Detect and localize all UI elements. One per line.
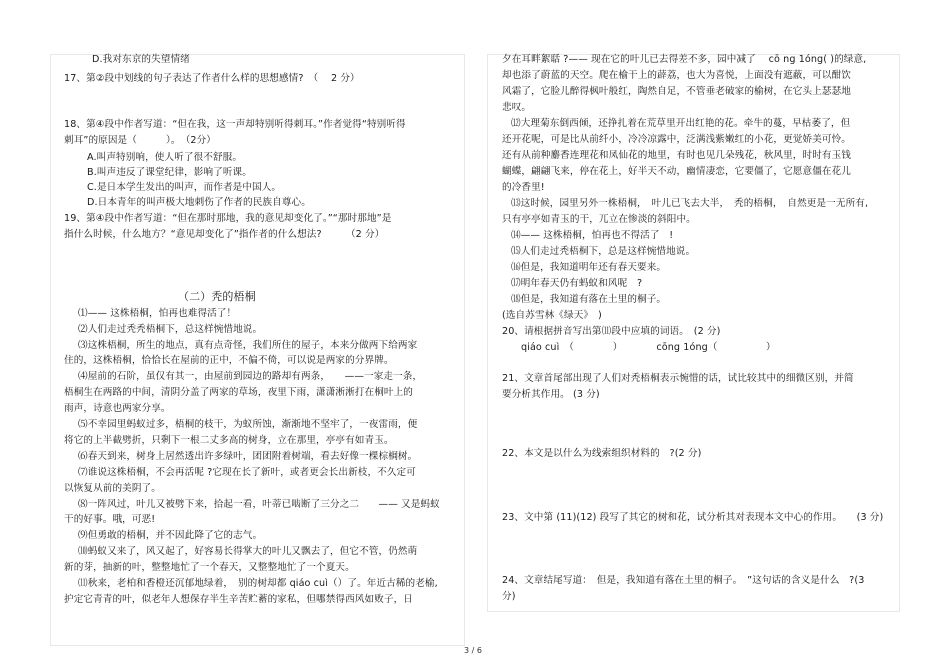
paragraph-line: 风霜了，它脸儿醉得枫叶般红，陶然自足，不管垂老破家的榆树，在它头上瑟瑟地 — [502, 86, 851, 97]
paragraph-line: ⑺谁说这株梧桐，不会再活呢 ?它现在长了新叶，或者更会长出新枝，不久定可 — [78, 467, 416, 478]
paragraph-line: ⑷屋前的石阶，虽仅有其一，由屋前到园边的路却有两条， ——一家走一条， — [78, 371, 423, 382]
paragraph-line: 干的好事。哦，可恶! — [64, 514, 156, 525]
question-19-line1: 19、第④段中作者写道：“但在那时那地，我的意见却变化了。”“那时那地”是 — [64, 213, 392, 224]
option-a: A.叫声特别响，使人听了很不舒服。 — [87, 152, 243, 163]
paragraph-line: ⑿大理菊东倒西倾，还挣扎着在荒草里开出红艳的花。牵牛的蔓，早枯萎了，但 — [511, 118, 851, 129]
paragraph-line: ⑴—— 这株梧桐，怕再也难得活了！ — [78, 308, 237, 319]
paragraph-line: 只有亭亭如青玉的干，兀立在惨淡的斜阳中。 — [502, 214, 696, 225]
paragraph-line: 以恢复从前的美阴了。 — [64, 483, 161, 494]
paragraph-line: ⑽蚂蚁又来了，风又起了，好容易长得掌大的叶儿又飘去了，但它不管，仍然萌 — [78, 546, 418, 557]
question-20: 20、请根据拼音写出第⑾段中应填的词语。 (2 分) — [502, 326, 721, 337]
question-23: 23、文中第 (11)(12) 段写了其它的树和花，试分析其对表现本文中心的作用。 (3 分) — [502, 512, 884, 523]
option-c: C.是日本学生发出的叫声，而作者是中国人。 — [87, 182, 282, 193]
option-d: D.日本青年的叫声极大地刺伤了作者的民族自尊心。 — [87, 197, 311, 208]
question-24-line1: 24、文章结尾写道： 但是，我知道有落在土里的桐子。 ”这句话的含义是什么 ?(3 — [502, 575, 865, 586]
paragraph-line: ⒃但是，我知道明年还有春天要来。 — [511, 262, 667, 273]
paragraph-line: 却也添了蔚蓝的天空。爬在榆干上的薜荔，也大为喜悦，上面没有遮蔽，可以酣饮 — [502, 70, 851, 81]
paragraph-line: 住的，这株梧桐，恰恰长在屋前的正中，不偏不倚，可以说是两家的分界牌。 — [64, 355, 394, 366]
paragraph-line: ⒁—— 这株梧桐，怕再也不得活了 ! — [511, 230, 674, 241]
option-b: B.叫声违反了课堂纪律，影响了听课。 — [87, 167, 252, 178]
paragraph-line: ⒂人们走过秃梧桐下，总是这样惋惜地说。 — [511, 246, 696, 257]
question-19-line2: 指什么时候，什么地方？“意见却变化了”指作者的什么想法? （2 分） — [64, 229, 385, 240]
option-d-prev: D.我对东京的失望情绪 — [92, 54, 190, 65]
paragraph-line: ⑾秋来，老柏和香橙还沉郁地绿着， 别的树却都 qiáo cuì（）了。年近古稀的老榆, — [78, 578, 438, 589]
paragraph-line: 夕在耳畔絮聒 ?—— 现在它的叶儿已去得差不多，园中减了 cō ng 1óng( )的绿意, — [502, 54, 867, 65]
paragraph-line: ⑸不幸园里蚂蚁过多，梧桐的枝干，为蚁所蚀，渐渐地不坚牢了，一夜雷雨，便 — [78, 419, 418, 430]
question-24-line2: 分) — [502, 591, 516, 602]
paragraph-line: 蝴蝶，翩翩飞来，停在花上，好半天不动，幽情凄恋，它要僵了，它愿意僵在花儿 — [502, 166, 851, 177]
page-number: 3 / 6 — [464, 646, 482, 655]
source-citation: (选自苏雪林《绿天》 ) — [502, 310, 602, 321]
question-20-blanks: qiáo cuì （ ） cōng 1óng（ ） — [521, 342, 776, 353]
paragraph-line: ⑻一阵风过，叶儿又被劈下来，拾起一看，叶蒂已啮断了三分之二 —— 又是蚂蚁 — [78, 499, 440, 510]
question-18-line2: 刺耳”的原因是（ ）。 （2分） — [64, 135, 216, 146]
question-17: 17、第②段中划线的句子表达了作者什么样的思想感情? （ 2 分） — [64, 73, 360, 84]
paragraph-line: ⑵人们走过秃秃梧桐下，总这样惋惜地说。 — [78, 324, 263, 335]
paragraph-line: 的冷香里! — [502, 182, 545, 193]
paragraph-line: ⑶这株梧桐，所生的地点，真有点奇怪，我们所住的屋子，本来分做两下给两家 — [78, 340, 418, 351]
section-title: （二）秃的梧桐 — [178, 290, 256, 303]
paragraph-line: ⒅但是，我知道有落在土里的桐子。 — [511, 294, 667, 305]
paragraph-line: ⒀这时候，园里另外一株梧桐， 叶儿已飞去大半， 秃的梧桐， 自然更是一无所有, — [511, 198, 869, 209]
question-21-line2: 要分析其作用。 (3 分) — [502, 389, 600, 400]
paragraph-line: 护定它青青的叶，似老年人想保存半生辛苦贮蓄的家私，但哪禁得西风如败子，日 — [64, 594, 413, 605]
paragraph-line: ⒄明年春天仍有蚂蚁和风呢 ? — [511, 278, 643, 289]
paragraph-line: 梧桐生在两路的中间，清阴分盖了两家的草场，夜里下雨，潇潇淅淅打在桐叶上的 — [64, 387, 413, 398]
question-22: 22、本文是以什么为线索组织材料的 ?(2 分) — [502, 448, 702, 459]
question-18-line1: 18、第④段中作者写道：“但在我，这一声却特别听得刺耳。”作者觉得“特别听得 — [64, 119, 406, 130]
paragraph-line: ⑹春天到来，树身上居然透出许多绿叶，团团附着树端，看去好像一棵棕榈树。 — [78, 451, 418, 462]
paragraph-line: 雨声，诗意也两家分享。 — [64, 403, 171, 414]
paragraph-line: ⑼但勇敢的梧桐，并不因此降了它的志气。 — [78, 530, 263, 541]
paragraph-line: 将它的上半截劈折，只剩下一根二丈多高的树身，立在那里，亭亭有如青玉。 — [64, 435, 394, 446]
paragraph-line: 悲叹。 — [502, 102, 532, 113]
question-21-line1: 21、文章首尾部出现了人们对秃梧桐表示惋惜的话，试比较其中的细微区别，并简 — [502, 373, 854, 384]
paragraph-line: 新的芽，抽新的叶，整整地忙了一个春天，又整整地忙了一个夏天。 — [64, 562, 355, 573]
paragraph-line: 还有从前种麝香连理花和凤仙花的地里，有时也见几朵残花，秋风里，时时有玉钱 — [502, 150, 851, 161]
paragraph-line: 还开花呢，可是比从前纤小，冷冷凉露中，泛满浅紫嫩红的小花，更觉娇美可怜。 — [502, 134, 851, 145]
